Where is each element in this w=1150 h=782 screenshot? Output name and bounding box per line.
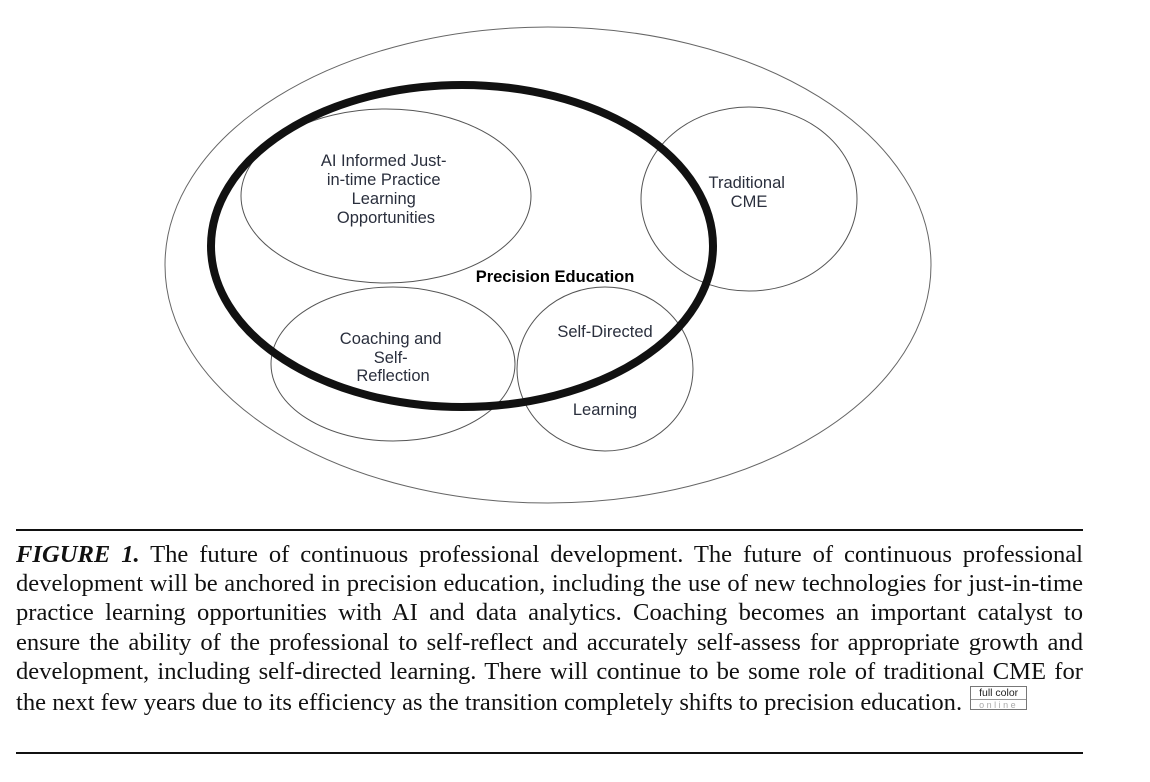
figure-caption [16, 540, 1083, 717]
self-directed-label-top: Self-Directed [557, 323, 653, 341]
self-directed-label-bottom: Learning [572, 401, 638, 419]
badge-full-color-text: full color [971, 687, 1026, 700]
figure-label: FIGURE 1. [16, 541, 140, 568]
full-color-online-badge [970, 686, 1027, 710]
caption-bottom-rule [16, 752, 1083, 754]
caption-text: The future of continuous professional development. The future of continuous professional development will be anchored in precision education, including the use of new technologies for just-in-time practice learning opportunities with AI and data analytics. Coaching becomes an important catalyst to ensure the ability of the professional to self-reflect and accurately self-assess for appropriate growth and development, including self-directed learning. There will continue to be some role of traditional CME for the next few years due to its efficiency as the transition completely shifts to precision education. [16, 541, 1083, 717]
traditional-cme-label: Traditional CME [708, 174, 785, 211]
precision-education-ring [211, 85, 713, 407]
coaching-label: Coaching and Self- Reflection [339, 330, 442, 385]
ai-informed-label: AI Informed Just- in-time Practice Learning Opportunities [320, 152, 447, 227]
precision-education-label: Precision Education [475, 268, 635, 286]
caption-top-rule [16, 529, 1083, 531]
badge-online-text: online [979, 700, 1019, 711]
self-directed-ellipse [517, 287, 693, 451]
